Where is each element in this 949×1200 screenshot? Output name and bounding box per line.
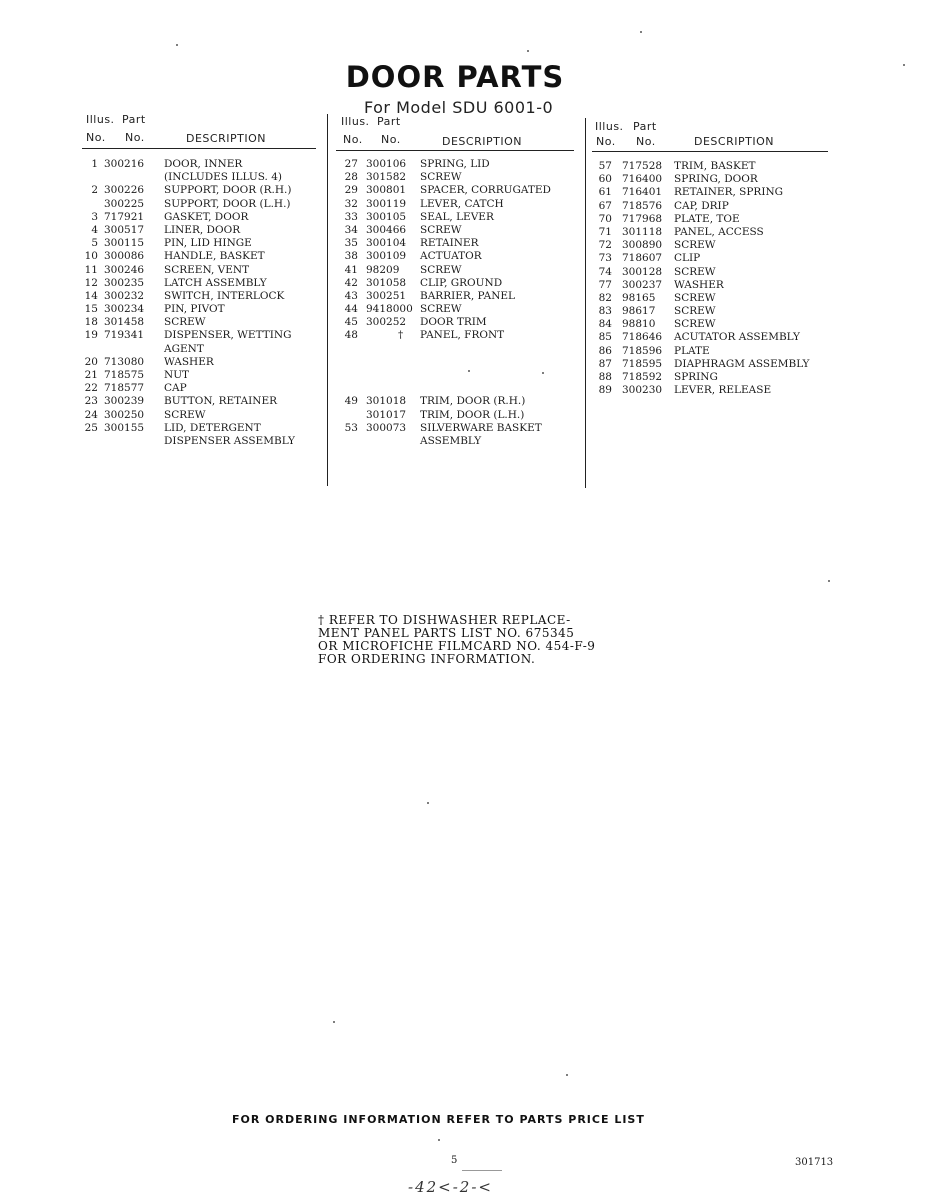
part-description: GASKET, DOOR [164, 210, 249, 223]
part-description: PIN, LID HINGE [164, 237, 252, 250]
part-number: 300155 [104, 421, 145, 434]
list-item [336, 343, 581, 356]
illus-number: 34 [344, 223, 358, 236]
column-divider [585, 118, 586, 488]
illus-number: 35 [344, 237, 358, 250]
part-number: 718575 [104, 369, 145, 381]
description-header: DESCRIPTION [186, 132, 266, 145]
part-description: RETAINER [420, 237, 479, 250]
part-description: CLIP [674, 252, 701, 265]
list-item [590, 160, 840, 173]
list-item [82, 184, 322, 197]
part-description: WASHER [674, 278, 724, 291]
page-subtitle: For Model SDU 6001-0 [364, 98, 554, 117]
part-description: SCREW [420, 303, 462, 316]
list-item [590, 331, 840, 344]
list-item [336, 198, 581, 211]
illus-number: 88 [598, 371, 612, 383]
illus-number: 74 [598, 265, 612, 278]
part-number: 718595 [622, 357, 663, 370]
scan-speck [427, 802, 429, 804]
list-item [590, 384, 840, 397]
list-item [590, 266, 840, 279]
part-description: CAP [164, 382, 187, 395]
illus-header: Illus. [341, 115, 370, 128]
scan-speck [176, 44, 178, 46]
illus-number: 57 [598, 160, 612, 172]
part-description: DISPENSER ASSEMBLY [164, 434, 295, 447]
part-number: 718577 [104, 382, 145, 395]
part-description: SCREW [164, 408, 206, 421]
scan-speck [542, 372, 544, 374]
part-description: ASSEMBLY [420, 434, 482, 447]
part-description: PLATE, TOE [674, 212, 740, 225]
list-item [590, 358, 840, 371]
part-number: 301058 [366, 276, 407, 289]
illus-number: 1 [91, 158, 98, 170]
footnote [318, 614, 595, 666]
part-description: SUPPORT, DOOR (R.H.) [164, 184, 292, 197]
part-number: 300086 [104, 250, 145, 263]
illus-number: 73 [598, 252, 612, 265]
illus-number: 15 [84, 303, 98, 316]
part-description: SCREW [674, 318, 716, 331]
part-number: 301118 [622, 225, 663, 238]
part-number: 300119 [366, 197, 407, 210]
header-rule [336, 150, 574, 151]
list-item [82, 264, 322, 277]
part-number: 300466 [366, 223, 407, 236]
illus-number: 61 [598, 186, 612, 199]
illus-number: 21 [84, 369, 98, 381]
part-description: SCREW [164, 316, 206, 329]
part-description: DIAPHRAGM ASSEMBLY [674, 357, 810, 370]
part-number: 300226 [104, 184, 145, 197]
list-item [82, 224, 322, 237]
part-description: SCREW [420, 223, 462, 236]
illus-number: 29 [344, 184, 358, 197]
list-item [336, 237, 581, 250]
part-description: PANEL, ACCESS [674, 225, 764, 238]
footnote-line: OR MICROFICHE FILMCARD NO. 454-F-9 [318, 639, 596, 653]
illus-number: 19 [84, 329, 98, 342]
description-header: DESCRIPTION [442, 135, 522, 148]
illus-header: Illus. [86, 113, 115, 126]
list-item [336, 395, 581, 408]
part-description: LEVER, RELEASE [674, 384, 772, 397]
part-number: 300073 [366, 421, 407, 434]
part-description: SCREW [674, 265, 716, 278]
part-description: SCREW [420, 263, 462, 276]
list-item [82, 158, 322, 171]
part-description: SWITCH, INTERLOCK [164, 289, 285, 302]
illus-number: 25 [84, 421, 98, 434]
illus-number: 5 [91, 237, 98, 250]
part-header: Part [377, 115, 401, 128]
page-number: 5 [451, 1155, 458, 1166]
part-number: 718646 [622, 331, 663, 344]
list-item [336, 382, 581, 395]
list-item [336, 171, 581, 184]
part-description: DISPENSER, WETTING [164, 329, 292, 342]
part-description: SPRING [674, 371, 718, 383]
part-number: 300250 [104, 408, 145, 421]
illus-number: 82 [598, 291, 612, 304]
part-number: 300517 [104, 223, 145, 236]
part-description: BUTTON, RETAINER [164, 395, 278, 408]
list-item [82, 237, 322, 250]
illus-number: 28 [344, 171, 358, 184]
part-number: 300246 [104, 263, 145, 276]
scan-speck [438, 1139, 440, 1141]
part-description: SPRING, LID [420, 158, 490, 170]
list-item [336, 369, 581, 382]
part-description: TRIM, DOOR (R.H.) [420, 395, 526, 408]
part-header-no: No. [125, 131, 145, 144]
illus-number: 4 [91, 223, 98, 236]
list-item [336, 264, 581, 277]
part-number: 300234 [104, 303, 145, 316]
illus-number: 2 [91, 184, 98, 197]
part-number: 301458 [104, 316, 145, 329]
header-rule [82, 148, 316, 149]
part-number: 98617 [622, 305, 656, 318]
part-number: 718576 [622, 199, 663, 212]
illus-header-no: No. [596, 135, 616, 148]
part-number: 9418000 [366, 303, 413, 316]
list-item [336, 184, 581, 197]
part-description: PIN, PIVOT [164, 303, 225, 316]
illus-number: 38 [344, 250, 358, 263]
illus-number: 33 [344, 210, 358, 223]
list-item [590, 239, 840, 252]
list-item [82, 316, 322, 329]
illus-number: 24 [84, 408, 98, 421]
list-item [82, 395, 322, 408]
list-item [82, 422, 322, 435]
part-number: 301017 [366, 408, 407, 421]
part-number: 718607 [622, 252, 663, 265]
part-description: PANEL, FRONT [420, 329, 505, 342]
part-description: SPRING, DOOR [674, 173, 758, 186]
part-number: 718596 [622, 344, 663, 357]
part-number: 719341 [104, 329, 145, 342]
part-number: 300239 [104, 395, 145, 408]
list-item [336, 211, 581, 224]
part-description: DOOR, INNER [164, 158, 243, 170]
part-description: BARRIER, PANEL [420, 289, 516, 302]
list-item [82, 356, 322, 369]
part-description: LID, DETERGENT [164, 421, 261, 434]
illus-number: 42 [344, 276, 358, 289]
part-description: AGENT [164, 342, 204, 355]
parts-list [590, 160, 840, 397]
handwritten-mark: -42<-2-< [408, 1178, 493, 1196]
part-number: 300230 [622, 384, 663, 397]
illus-number: 27 [344, 158, 358, 170]
illus-number: 20 [84, 355, 98, 368]
illus-number: 43 [344, 289, 358, 302]
illus-number: 67 [598, 199, 612, 212]
list-item [336, 158, 581, 171]
illus-header-no: No. [343, 133, 363, 146]
list-item [82, 303, 322, 316]
part-number: 300104 [366, 237, 407, 250]
part-description: SCREW [420, 171, 462, 184]
illus-number: 22 [84, 382, 98, 395]
list-item [82, 277, 322, 290]
footnote-line: FOR ORDERING INFORMATION. [318, 652, 536, 666]
part-description: SEAL, LEVER [420, 210, 494, 223]
illus-number: 18 [84, 316, 98, 329]
list-item [590, 226, 840, 239]
part-description: TRIM, BASKET [674, 160, 756, 172]
part-description: SCREW [674, 305, 716, 318]
illus-number: 89 [598, 384, 612, 397]
part-number: 716400 [622, 173, 663, 186]
part-number: 717968 [622, 212, 663, 225]
list-item [336, 224, 581, 237]
illus-number: 53 [344, 421, 358, 434]
part-number: 300232 [104, 289, 145, 302]
illus-number: 12 [84, 276, 98, 289]
list-item [82, 369, 322, 382]
illus-number: 48 [344, 329, 358, 342]
part-description: ACTUATOR [420, 250, 482, 263]
part-number: 300105 [366, 210, 407, 223]
part-header-no: No. [636, 135, 656, 148]
list-item [82, 250, 322, 263]
part-description: (INCLUDES ILLUS. 4) [164, 171, 282, 184]
list-item [336, 316, 581, 329]
footnote-line: MENT PANEL PARTS LIST NO. 675345 [318, 626, 575, 640]
part-description: LATCH ASSEMBLY [164, 276, 267, 289]
header-rule [592, 151, 828, 152]
part-header: Part [633, 120, 657, 133]
list-item [82, 211, 322, 224]
part-description: SCREEN, VENT [164, 263, 250, 276]
part-description: LINER, DOOR [164, 223, 241, 236]
footnote-line: † REFER TO DISHWASHER REPLACE- [318, 613, 571, 627]
illus-number: 14 [84, 289, 98, 302]
part-description: PLATE [674, 344, 710, 357]
scan-speck [468, 370, 470, 372]
illus-number: 60 [598, 173, 612, 186]
illus-number: 77 [598, 278, 612, 291]
part-description: NUT [164, 369, 190, 381]
illus-number: 44 [344, 303, 358, 316]
part-number: 717528 [622, 160, 663, 172]
list-item [590, 279, 840, 292]
part-number: 300109 [366, 250, 407, 263]
page-title: DOOR PARTS [345, 60, 565, 94]
part-number: 300128 [622, 265, 663, 278]
scan-speck [903, 64, 905, 66]
part-description: CAP, DRIP [674, 199, 729, 212]
part-description: DOOR TRIM [420, 316, 487, 329]
list-item [590, 213, 840, 226]
list-item [82, 409, 322, 422]
part-number: 716401 [622, 186, 663, 199]
part-description: SCREW [674, 239, 716, 252]
list-item [590, 305, 840, 318]
illus-number: 45 [344, 316, 358, 329]
list-item [590, 371, 840, 384]
scan-speck [566, 1074, 568, 1076]
illus-header-no: No. [86, 131, 106, 144]
list-item [590, 318, 840, 331]
list-item [336, 356, 581, 369]
part-number: 300801 [366, 184, 407, 197]
part-description: LEVER, CATCH [420, 197, 504, 210]
part-number: 718592 [622, 371, 663, 383]
part-number: 98165 [622, 291, 656, 304]
part-header-no: No. [381, 133, 401, 146]
list-item [336, 303, 581, 316]
illus-number: 41 [344, 263, 358, 276]
part-description: SILVERWARE BASKET [420, 421, 542, 434]
part-number: 301582 [366, 171, 407, 184]
illus-number: 23 [84, 395, 98, 408]
part-number: 301018 [366, 395, 407, 408]
list-item [82, 382, 322, 395]
list-item [336, 422, 581, 435]
illus-number: 49 [344, 395, 358, 408]
scan-speck [527, 50, 529, 52]
part-description: CLIP, GROUND [420, 276, 503, 289]
part-number: 300890 [622, 239, 663, 252]
list-item [82, 329, 322, 342]
ordering-note: FOR ORDERING INFORMATION REFER TO PARTS PRICE LIST [232, 1113, 645, 1126]
part-number: 300216 [104, 158, 145, 170]
part-number: 300225 [104, 197, 145, 210]
part-number: 713080 [104, 355, 145, 368]
part-description: SPACER, CORRUGATED [420, 184, 551, 197]
list-item [82, 198, 322, 211]
document-number: 301713 [795, 1157, 834, 1168]
part-number: 300115 [104, 237, 145, 250]
part-number: 717921 [104, 210, 145, 223]
illus-number: 3 [91, 210, 98, 223]
list-item [590, 292, 840, 305]
list-item [590, 173, 840, 186]
list-item [336, 290, 581, 303]
list-item [336, 329, 581, 342]
part-description: TRIM, DOOR (L.H.) [420, 408, 525, 421]
illus-number: 87 [598, 357, 612, 370]
illus-number: 84 [598, 318, 612, 331]
illus-number: 32 [344, 197, 358, 210]
part-number: 300106 [366, 158, 407, 170]
illus-number: 83 [598, 305, 612, 318]
part-number: † [398, 329, 404, 342]
illus-number: 86 [598, 344, 612, 357]
list-item [336, 409, 581, 422]
part-number: 98209 [366, 263, 400, 276]
scan-speck [640, 31, 642, 33]
illus-header: Illus. [595, 120, 624, 133]
part-description: SCREW [674, 291, 716, 304]
illus-number: 85 [598, 331, 612, 344]
parts-list [82, 158, 322, 448]
list-item [82, 171, 322, 184]
part-description: SUPPORT, DOOR (L.H.) [164, 197, 291, 210]
part-header: Part [122, 113, 146, 126]
column-divider [327, 114, 328, 486]
scan-speck [828, 580, 830, 582]
part-description: HANDLE, BASKET [164, 250, 265, 263]
list-item [82, 290, 322, 303]
part-number: 300235 [104, 276, 145, 289]
list-item [82, 435, 322, 448]
list-item [336, 435, 581, 448]
part-number: 98810 [622, 318, 656, 331]
part-number: 300237 [622, 278, 663, 291]
part-description: WASHER [164, 355, 214, 368]
parts-list [336, 158, 581, 448]
scan-speck [333, 1021, 335, 1023]
divider [462, 1170, 502, 1171]
list-item [590, 345, 840, 358]
list-item [336, 250, 581, 263]
illus-number: 10 [84, 250, 98, 263]
list-item [590, 200, 840, 213]
description-header: DESCRIPTION [694, 135, 774, 148]
list-item [82, 343, 322, 356]
list-item [590, 252, 840, 265]
list-item [590, 186, 840, 199]
list-item [336, 277, 581, 290]
illus-number: 71 [598, 225, 612, 238]
illus-number: 70 [598, 212, 612, 225]
part-number: 300251 [366, 289, 407, 302]
part-description: RETAINER, SPRING [674, 186, 784, 199]
illus-number: 11 [84, 263, 98, 276]
illus-number: 72 [598, 239, 612, 252]
part-number: 300252 [366, 316, 407, 329]
part-description: ACUTATOR ASSEMBLY [674, 331, 800, 344]
